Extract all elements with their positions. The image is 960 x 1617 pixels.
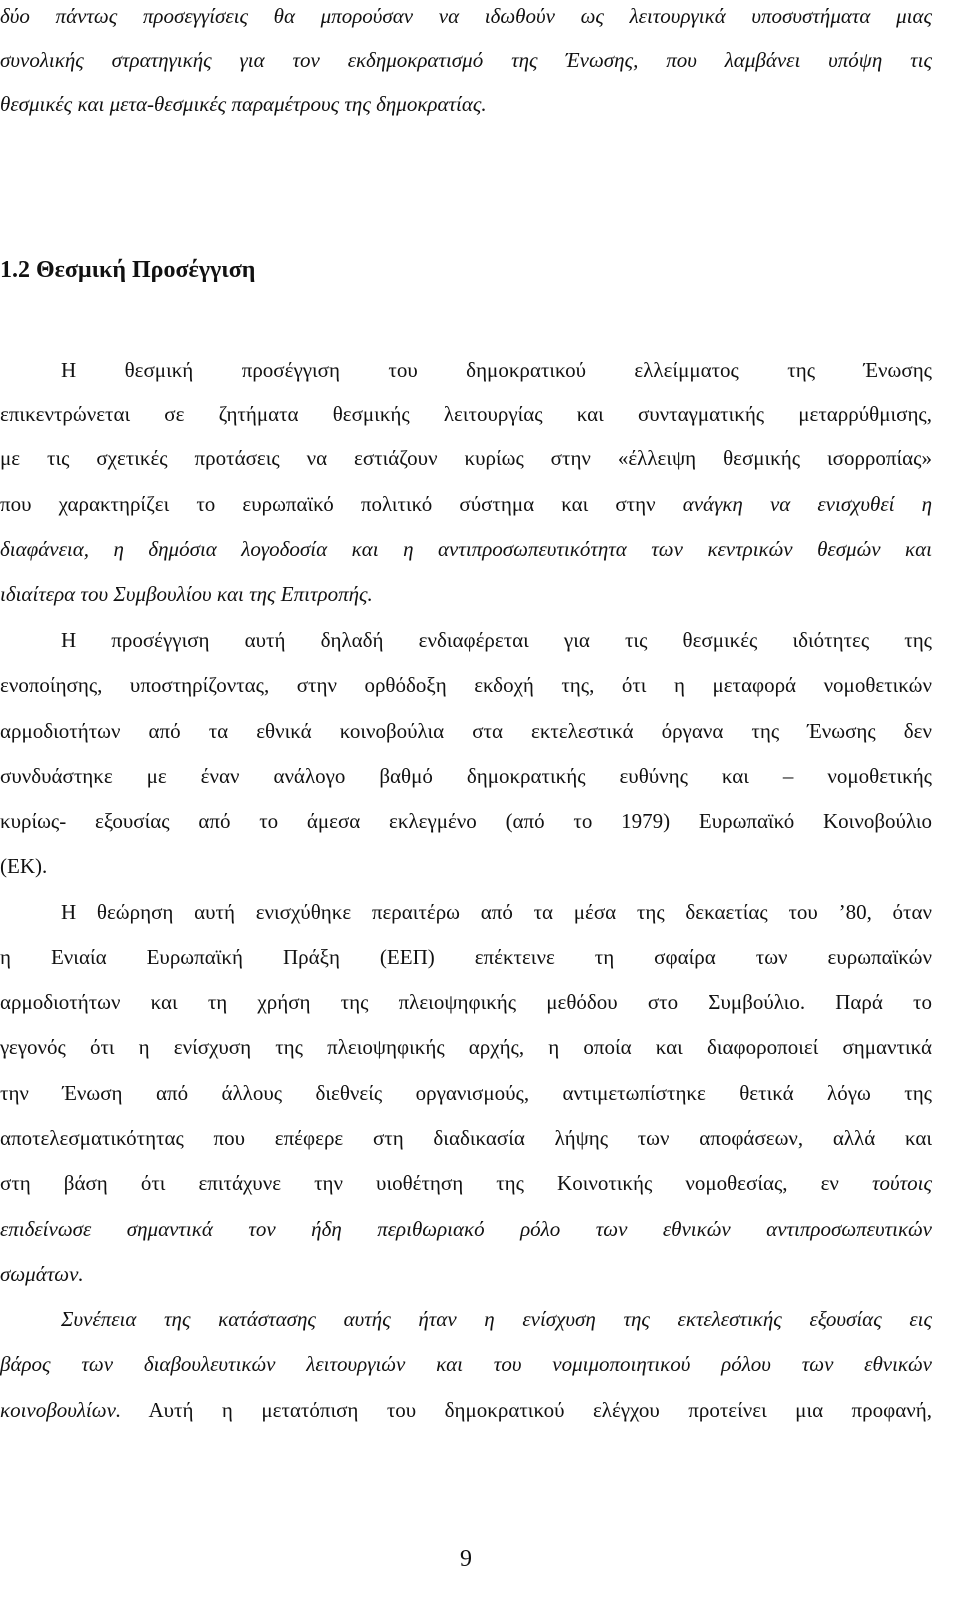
p3-line-8: επιδείνωσε σημαντικά τον ήδη περιθωριακό ρόλο των εθνικών αντιπροσωπευτικών (0, 1217, 932, 1241)
p3-line-7 (0, 1169, 932, 1197)
p1-line-5: διαφάνεια, η δημόσια λογοδοσία και η αντιπροσωπευτικότητα των κεντρικών θεσμών και (0, 537, 932, 561)
p4-line-3-regular: Αυτή η μετατόπιση του δημοκρατικού ελέγχου προτείνει μια προφανή, (148, 1398, 932, 1422)
p3-line-7-regular: στη βάση ότι επιτάχυνε την υιοθέτηση της Κοινοτικής νομοθεσίας, εν (0, 1171, 839, 1195)
p4-line-1: Συνέπεια της κατάστασης αυτής ήταν η ενίσχυση της εκτελεστικής εξουσίας εις (61, 1307, 932, 1331)
p3-line-7-italic: τούτοις (871, 1171, 932, 1195)
p1-line-4 (0, 490, 932, 518)
p4-line-2: βάρος των διαβουλευτικών λειτουργιών και του νομιμοποιητικού ρόλου των εθνικών (0, 1352, 932, 1376)
p3-line-5: την Ένωση από άλλους διεθνείς οργανισμούς, αντιμετωπίστηκε θετικά λόγω της (0, 1081, 932, 1105)
page-number: 9 (460, 1546, 472, 1572)
p2-line-6: (ΕΚ). (0, 854, 48, 878)
section-heading: 1.2 Θεσμική Προσέγγιση (0, 257, 256, 283)
p2-line-5: κυρίως- εξουσίας από το άμεσα εκλεγμένο (από το 1979) Ευρωπαϊκό Κοινοβούλιο (0, 809, 932, 833)
p1-line-3: με τις σχετικές προτάσεις να εστιάζουν κυρίως στην «έλλειψη θεσμικής ισορροπίας» (0, 446, 932, 470)
p3-line-3: αρμοδιοτήτων και τη χρήση της πλειοψηφικής μεθόδου στο Συμβούλιο. Παρά το (0, 990, 932, 1014)
p1-line-1: Η θεσμική προσέγγιση του δημοκρατικού ελλείμματος της Ένωσης (61, 358, 932, 382)
p1-line-4-italic: ανάγκη να ενισχυθεί η (682, 492, 932, 516)
p3-line-6: αποτελεσματικότητας που επέφερε στη διαδικασία λήψης των αποφάσεων, αλλά και (0, 1126, 932, 1150)
p4-line-3-italic: κοινοβουλίων. (0, 1398, 122, 1422)
p1-line-2: επικεντρώνεται σε ζητήματα θεσμικής λειτουργίας και συνταγματικής μεταρρύθμισης, (0, 402, 932, 426)
p1-line-6: ιδιαίτερα του Συμβουλίου και της Επιτροπής. (0, 582, 373, 606)
p1-line-4-regular: που χαρακτηρίζει το ευρωπαϊκό πολιτικό σύστημα και στην (0, 492, 656, 516)
p2-line-2: ενοποίησης, υποστηρίζοντας, στην ορθόδοξη εκδοχή της, ότι η μεταφορά νομοθετικών (0, 673, 932, 697)
p3-line-4: γεγονός ότι η ενίσχυση της πλειοψηφικής αρχής, η οποία και διαφοροποιεί σημαντικά (0, 1035, 932, 1059)
p2-line-1: Η προσέγγιση αυτή δηλαδή ενδιαφέρεται για τις θεσμικές ιδιότητες της (61, 628, 932, 652)
p2-line-3: αρμοδιοτήτων από τα εθνικά κοινοβούλια στα εκτελεστικά όργανα της Ένωσης δεν (0, 719, 932, 743)
p3-line-9: σωμάτων. (0, 1262, 84, 1286)
intro-line-3: θεσμικές και μετα-θεσμικές παραμέτρους της δημοκρατίας. (0, 92, 487, 116)
p3-line-2: η Ενιαία Ευρωπαϊκή Πράξη (ΕΕΠ) επέκτεινε τη σφαίρα των ευρωπαϊκών (0, 945, 932, 969)
intro-line-2: συνολικής στρατηγικής για τον εκδημοκρατισμό της Ένωσης, που λαμβάνει υπόψη τις (0, 48, 932, 72)
intro-line-1: δύο πάντως προσεγγίσεις θα μπορούσαν να ιδωθούν ως λειτουργικά υποσυστήματα μιας (0, 4, 932, 28)
p3-line-1: Η θεώρηση αυτή ενισχύθηκε περαιτέρω από τα μέσα της δεκαετίας του ’80, όταν (61, 900, 932, 924)
p4-line-3 (0, 1396, 932, 1424)
p2-line-4: συνδυάστηκε με έναν ανάλογο βαθμό δημοκρατικής ευθύνης και – νομοθετικής (0, 764, 932, 788)
